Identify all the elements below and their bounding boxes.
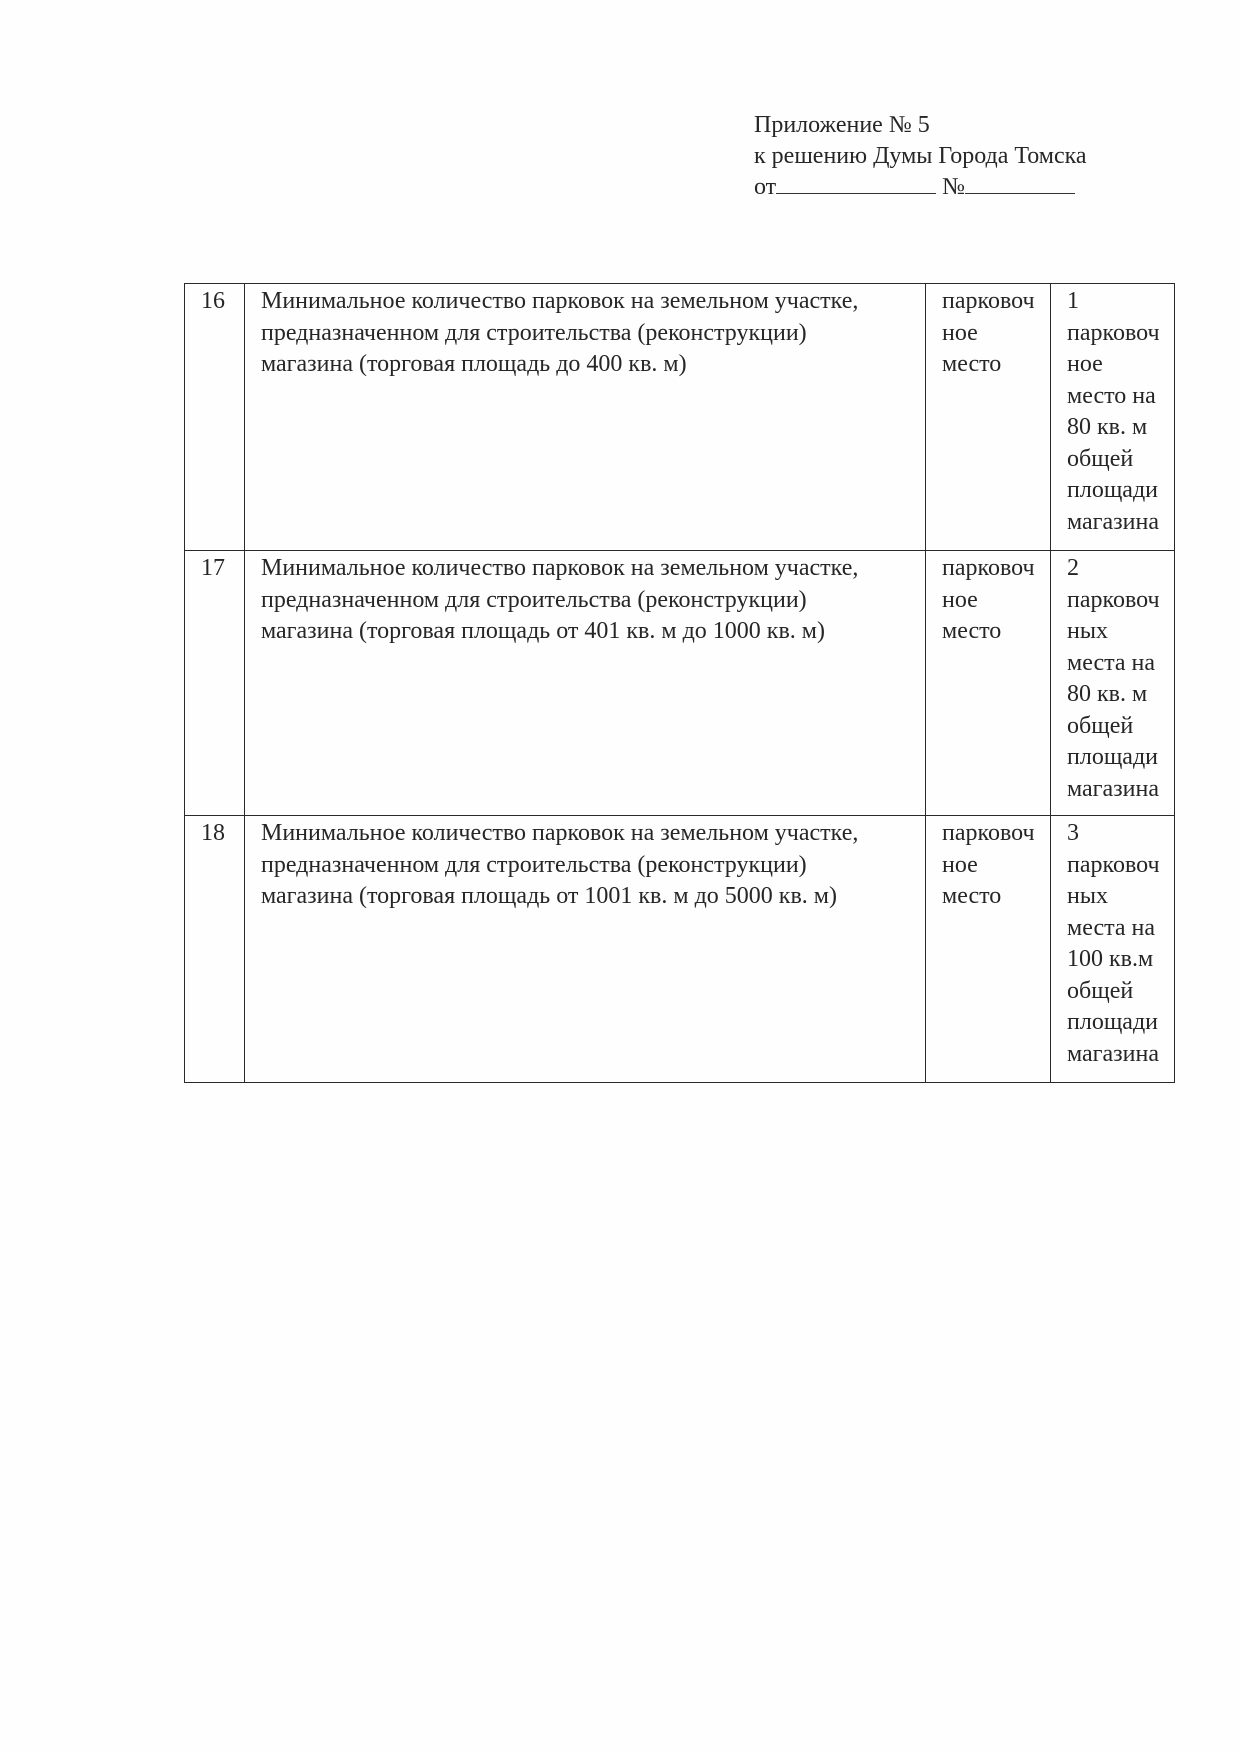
parking-norms-table	[184, 283, 1175, 1083]
norm-line: площади	[1067, 744, 1159, 770]
description-line: предназначенном для строительства (реконструкции)	[261, 586, 807, 613]
norm-line: магазина	[1067, 775, 1159, 802]
norm-line: ное	[1067, 351, 1103, 377]
row-number	[185, 284, 245, 550]
row-description	[245, 284, 926, 550]
norm-line: 80 кв. м	[1067, 414, 1148, 440]
unit-line: парковоч	[942, 288, 1035, 314]
unit-line: ное	[942, 586, 978, 613]
description-line: предназначенном для строительства (реконструкции)	[261, 319, 807, 346]
description-line: магазина (торговая площадь от 401 кв. м до 1000 кв. м)	[261, 618, 825, 644]
description-line: магазина (торговая площадь до 400 кв. м)	[261, 351, 687, 377]
description-line: Минимальное количество парковок на земельном участке,	[261, 288, 859, 314]
row-description	[245, 816, 926, 1082]
unit-line: парковоч	[942, 555, 1035, 581]
row-norm	[1051, 284, 1174, 550]
norm-line: 3	[1067, 820, 1079, 846]
appendix-header	[754, 110, 1087, 203]
row-description	[245, 551, 926, 815]
date-number-line	[754, 172, 1087, 203]
row-unit	[926, 284, 1051, 550]
row-number-text: 18	[201, 820, 225, 846]
norm-line: площади	[1067, 477, 1159, 503]
norm-line: общей	[1067, 712, 1134, 739]
row-unit	[926, 816, 1051, 1082]
row-number-text: 16	[201, 288, 225, 314]
norm-line: ных	[1067, 883, 1108, 909]
row-norm	[1051, 816, 1174, 1082]
description-line: магазина (торговая площадь от 1001 кв. м до 5000 кв. м)	[261, 883, 837, 909]
row-unit	[926, 551, 1051, 815]
unit-line: ное	[942, 319, 978, 346]
norm-line: 80 кв. м	[1067, 681, 1148, 707]
norm-line: парковоч	[1067, 586, 1160, 613]
description-line: Минимальное количество парковок на земельном участке,	[261, 820, 859, 846]
table-row	[185, 284, 1174, 550]
norm-line: магазина	[1067, 508, 1159, 535]
norm-line: места на	[1067, 649, 1156, 676]
appendix-reference: к решению Думы Города Томска	[754, 143, 1087, 169]
norm-line: 1	[1067, 288, 1079, 314]
date-blank	[776, 173, 936, 194]
norm-line: места на	[1067, 914, 1156, 941]
row-number	[185, 816, 245, 1082]
norm-line: 2	[1067, 555, 1079, 581]
norm-line: общей	[1067, 445, 1134, 472]
row-number-text: 17	[201, 555, 225, 581]
row-number	[185, 551, 245, 815]
norm-line: магазина	[1067, 1040, 1159, 1067]
unit-line: место	[942, 618, 1002, 644]
unit-line: парковоч	[942, 820, 1035, 846]
row-norm	[1051, 551, 1174, 815]
norm-line: площади	[1067, 1009, 1159, 1035]
norm-line: парковоч	[1067, 319, 1160, 346]
number-blank	[965, 173, 1075, 194]
unit-line: место	[942, 883, 1002, 909]
norm-line: ных	[1067, 618, 1108, 644]
appendix-title: Приложение № 5	[754, 112, 930, 138]
unit-line: место	[942, 351, 1002, 377]
description-line: предназначенном для строительства (реконструкции)	[261, 851, 807, 878]
norm-line: общей	[1067, 977, 1134, 1004]
date-label: от	[754, 174, 777, 200]
table-row	[185, 815, 1174, 1082]
norm-line: место на	[1067, 382, 1156, 409]
number-label: №	[942, 174, 966, 200]
norm-line: парковоч	[1067, 851, 1160, 878]
norm-line: 100 кв.м	[1067, 946, 1154, 972]
unit-line: ное	[942, 851, 978, 878]
description-line: Минимальное количество парковок на земельном участке,	[261, 555, 859, 581]
table-row	[185, 550, 1174, 815]
